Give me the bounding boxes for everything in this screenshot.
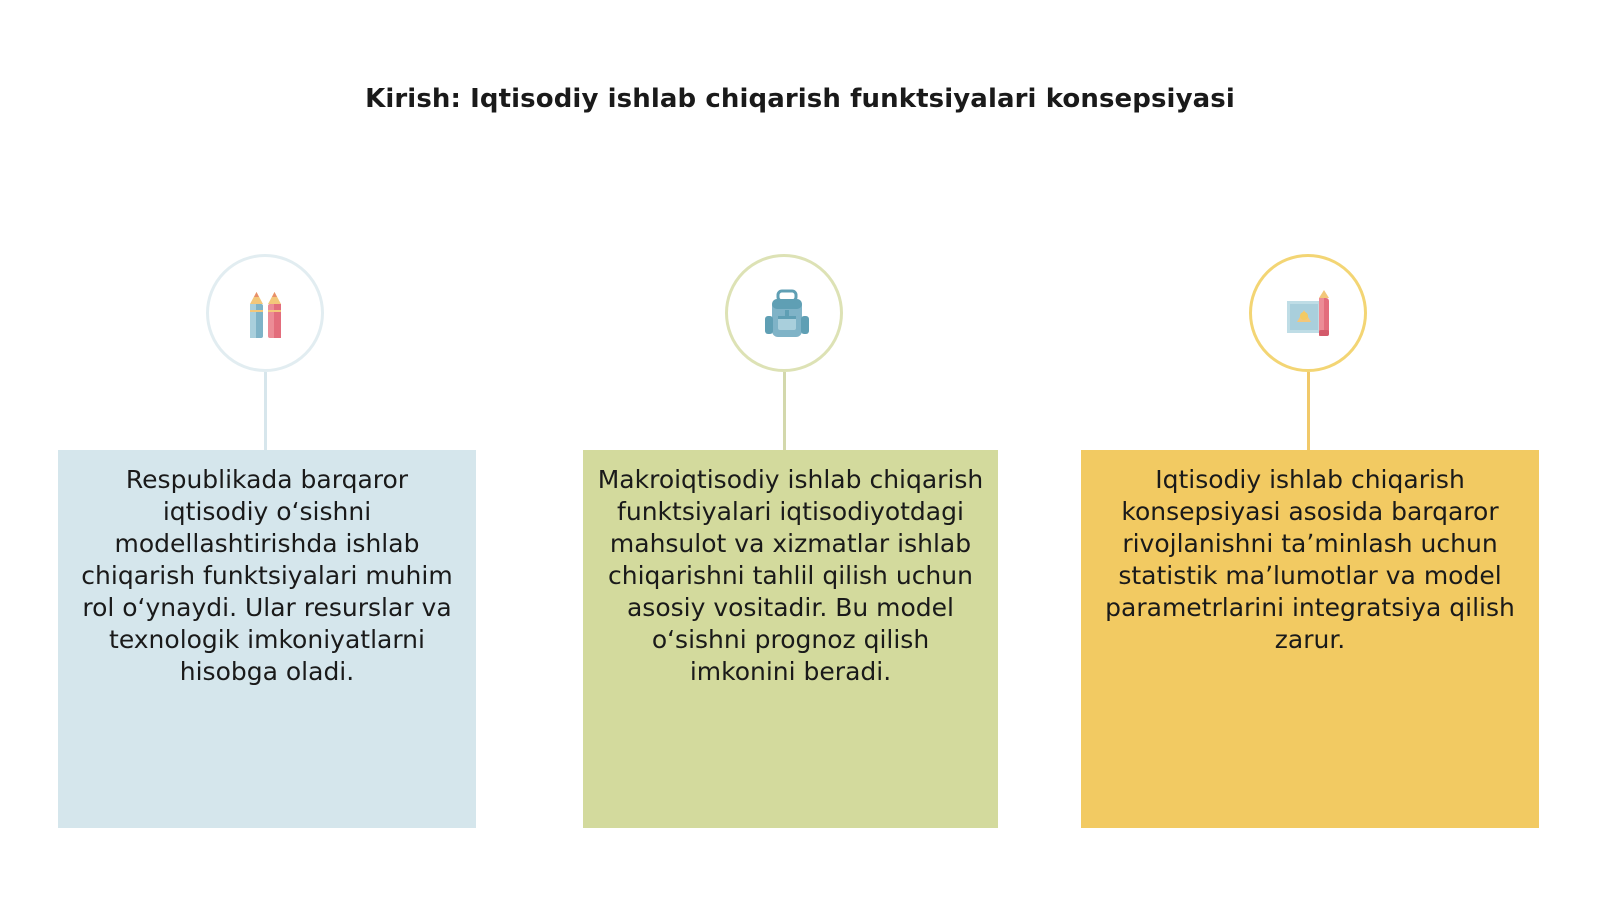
icon-circle bbox=[1249, 254, 1367, 372]
connector-line bbox=[264, 372, 267, 450]
card-text: Respublikada barqaror iqtisodiy oʻsishni modellashtirishda ishlab chiqarish funktsiyalari muhim rol oʻynaydi. Ular resurslar va texnologik imkoniyatlarni hisobga oladi. bbox=[81, 465, 453, 686]
icon-circle bbox=[206, 254, 324, 372]
pencils-icon bbox=[238, 286, 298, 346]
info-card bbox=[1081, 450, 1539, 828]
picture-and-pencil-icon bbox=[1281, 286, 1341, 346]
slide-title: Kirish: Iqtisodiy ishlab chiqarish funktsiyalari konsepsiyasi bbox=[365, 84, 1235, 114]
backpack-icon bbox=[757, 286, 817, 346]
icon-circle bbox=[725, 254, 843, 372]
connector-line bbox=[1307, 372, 1310, 450]
info-card bbox=[58, 450, 476, 828]
card-text: Makroiqtisodiy ishlab chiqarish funktsiyalari iqtisodiyotdagi mahsulot va xizmatlar ishlab chiqarishni tahlil qilish uchun asosiy vositadir. Bu model oʻsishni prognoz qilish imkonini beradi. bbox=[597, 465, 984, 686]
connector-line bbox=[783, 372, 786, 450]
card-text: Iqtisodiy ishlab chiqarish konsepsiyasi asosida barqaror rivojlanishni taʼminlash uchun statistik maʼlumotlar va model parametrlarini integratsiya qilish zarur. bbox=[1105, 465, 1515, 654]
info-card bbox=[583, 450, 998, 828]
